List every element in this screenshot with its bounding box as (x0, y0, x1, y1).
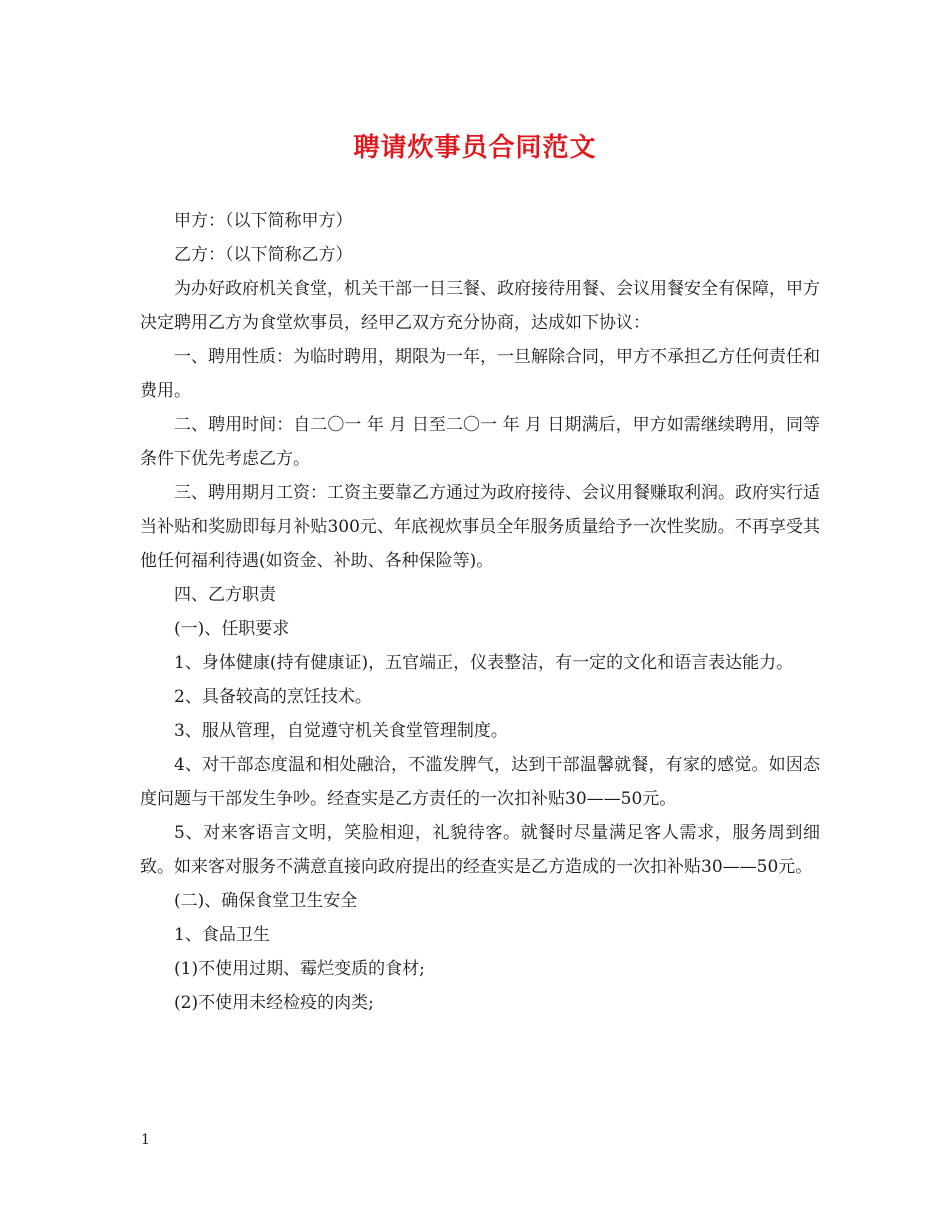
document-title: 聘请炊事员合同范文 (353, 133, 597, 163)
page-number: 1 (141, 1132, 150, 1148)
clause-employment-period: 二、聘用时间：自二〇一 年 月 日至二〇一 年 月 日期满后，甲方如需继续聘用，同等条件下优先考虑乙方。 (140, 415, 820, 469)
party-a-line: 甲方：（以下简称甲方） (174, 211, 353, 231)
list-item: 1、食品卫生 (174, 925, 270, 945)
clause-employment-nature: 一、聘用性质：为临时聘用，期限为一年，一旦解除合同，甲方不承担乙方任何责任和费用。 (140, 347, 820, 401)
list-item: 1、身体健康(持有健康证)，五官端正，仪表整洁，有一定的文化和语言表达能力。 (174, 653, 794, 673)
list-item: (2)不使用未经检疫的肉类; (174, 993, 374, 1013)
list-item: 5、对来客语言文明，笑脸相迎，礼貌待客。就餐时尽量满足客人需求，服务周到细致。如来客对服务不满意直接向政府提出的经查实是乙方造成的一次扣补贴30——50元。 (140, 823, 820, 877)
subsection-heading-hygiene: (二)、确保食堂卫生安全 (174, 891, 358, 911)
section-heading-duties: 四、乙方职责 (174, 585, 276, 605)
party-b-line: 乙方：（以下简称乙方） (174, 245, 353, 265)
list-item: 2、具备较高的烹饪技术。 (174, 687, 372, 707)
list-item: (1)不使用过期、霉烂变质的食材; (174, 959, 425, 979)
preamble-paragraph: 为办好政府机关食堂，机关干部一日三餐、政府接待用餐、会议用餐安全有保障，甲方决定聘用乙方为食堂炊事员，经甲乙双方充分协商，达成如下协议： (140, 279, 820, 333)
list-item: 3、服从管理，自觉遵守机关食堂管理制度。 (174, 721, 508, 741)
list-item: 4、对干部态度温和相处融洽，不滥发脾气，达到干部温馨就餐，有家的感觉。如因态度问题与干部发生争吵。经查实是乙方责任的一次扣补贴30——50元。 (140, 755, 820, 809)
document-body (140, 204, 820, 1020)
subsection-heading-requirements: (一)、任职要求 (174, 619, 290, 639)
clause-monthly-wage: 三、聘用期月工资：工资主要靠乙方通过为政府接待、会议用餐赚取利润。政府实行适当补贴和奖励即每月补贴300元、年底视炊事员全年服务质量给予一次性奖励。不再享受其他任何福利待遇(如资金、补助、各种保险等)。 (140, 483, 820, 571)
